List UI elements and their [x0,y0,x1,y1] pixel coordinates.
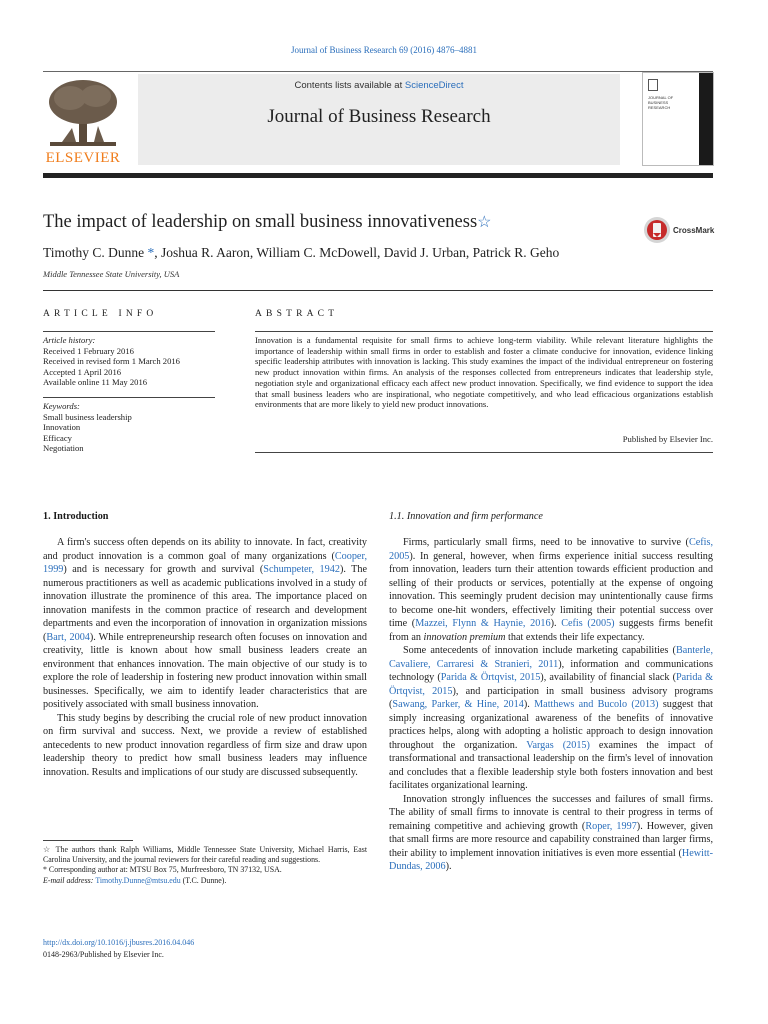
footnote-acknowledgment: ☆ The authors thank Ralph Williams, Middle Tennessee State University, Michael Harris, East Carolina University, and the journal reviewers for their careful reading and suggestions. [43,845,368,865]
history-label: Article history: [43,335,96,345]
citation-link[interactable]: Cefis, 2005 [389,537,713,562]
subsection-heading-innovation: 1.1. Innovation and firm performance [389,511,543,522]
keyword-item: Negotiation [43,443,84,454]
footnotes [43,845,367,886]
footnote-rule [43,840,133,841]
footnote-star-icon: ☆ [43,845,52,854]
innovation-paragraph-3: Innovation strongly influences the successes and failures of small firms. The ability of small firms to innovate is central to their progress in terms of remaining competitive and achieving growth (Roper, 1997). However, given that small firms are more resource and capability constrained than larger firms, their ability to implement innovation initiatives is even more essential (Hewitt-Dundas, 2006). [389,793,713,872]
abstract-publisher-note: Published by Elsevier Inc. [622,434,713,444]
keywords-label: Keywords: [43,401,80,411]
author-affiliation: Middle Tennessee State University, USA [43,269,180,279]
history-online: Available online 11 May 2016 [43,377,148,388]
abstract-bottom-rule [255,452,713,453]
article-title-text: The impact of leadership on small business innovativeness [43,212,478,232]
citation-link[interactable]: Sawang, Parker, & Hine, 2014 [392,699,524,710]
citation-link[interactable]: Schumpeter, 1942 [263,564,340,575]
abstract-text: Innovation is a fundamental requisite for small firms to achieve long-term viability. While relevant literature highlights the importance of leadership within small firms in order to establish and foster a climate conducive for innovation, evidence linking specific leadership attributes with innovation is lacking. This study examines the impact of the individual entrepreneur on fostering new product innovation within firms. An analysis of the responses collected from entrepreneurs indicates that leadership style, negotiation style and organizational efficacy each affect new product innovation. Specifically, we find evidence to support the idea that small business leaders who are inspirational, who negotiate competitively, and who lead efficacious organizations establish environments that are more likely to yield new product innovations. [255,335,713,410]
citation-link[interactable]: Mazzei, Flynn & Haynie, 2016 [415,618,551,629]
intro-paragraph-1: A firm's success often depends on its ability to innovate. In fact, creativity and product innovation is a common goal of many organizations (Cooper, 1999) and is necessary for growth and survival (Schumpeter, 1942). The numerous practitioners as well as academic publications involved in a study of innovation illustrate the prominence of this area. The importance placed on innovation manifests in the common practice of research and development departments and even the incorporation of innovation in organization missions (Bart, 2004). While entrepreneurship research often focuses on innovation and creativity, little is known about how small business leaders create an environment that enhances innovation. The main objective of our study is to explore the role of leadership in fostering new product innovation within small businesses. Specifically, we aim to identify leader characteristics that are positively associated with small business innovation. [43,537,367,710]
citation-link[interactable]: Parida & Örtqvist, 2015 [389,672,714,697]
sciencedirect-link[interactable]: ScienceDirect [404,80,464,91]
citation-link[interactable]: Bart, 2004 [46,631,90,643]
keyword-item: Small business leadership [43,411,132,422]
crossmark-icon [642,215,672,245]
title-footnote-star-icon[interactable]: ☆ [477,214,492,231]
intro-paragraph-2: This study begins by describing the crucial role of new product innovation on firm survival and success. Next, we provide a review of established antecedents to new product innovation regardless of firm size and draw upon leadership theory to predict how small business leaders may influence innovation. Results and implications of our study are discussed subsequently. [43,712,367,778]
citation-link[interactable]: Cefis (2005) [561,618,615,629]
footnote-corresponding: * Corresponding author at: MTSU Box 75, Murfreesboro, TN 37132, USA. [43,865,282,875]
journal-cover-thumbnail[interactable] [642,72,714,166]
abstract-heading: ABSTRACT [255,309,339,319]
co-authors: , Joshua R. Aaron, William C. McDowell, David J. Urban, Patrick R. Geho [154,245,560,260]
elsevier-wordmark: ELSEVIER [45,150,121,166]
citation-link[interactable]: Matthews and Bucolo (2013) [534,699,659,710]
cover-title: JOURNAL OF BUSINESS RESEARCH [648,95,674,110]
history-received: Received 1 February 2016 [43,345,134,356]
history-accepted: Accepted 1 April 2016 [43,366,122,377]
cover-emblem-icon [648,79,658,91]
citation-link[interactable]: Vargas (2015) [526,739,590,751]
journal-title[interactable]: Journal of Business Research [267,106,491,127]
article-info-heading: ARTICLE INFO [43,309,158,319]
article-info-rule [43,331,215,332]
abstract-rule [255,331,713,332]
citation-link[interactable]: Hewitt-Dundas, 2006 [389,847,713,872]
email-link[interactable]: Timothy.Dunne@mtsu.edu [95,875,181,885]
citation-link[interactable]: Roper, 1997 [585,820,637,832]
article-title [43,212,492,233]
emphasis-term: innovation premium [423,631,506,643]
citation-link[interactable]: Parida & Örtqvist, 2015 [440,672,541,683]
innovation-paragraph-2: Some antecedents of innovation include marketing capabilities (Banterle, Cavaliere, Carraresi & Stranieri, 2011), information and communications technology (Parida & Örtqvist, 2015), availability of financial slack (Parida & Örtqvist, 2015), and participation in small business advisory programs (Sawang, Parker, & Hine, 2014). Matthews and Bucolo (2013) suggest that simply increasing organizational awareness of the benefits of innovative practices helps, along with adopting a holistic approach to design innovation throughout the organization. Vargas (2015) examines the impact of transformational and transactional leadership on the firm's level of innovation and concludes that a flexible leadership style both fosters innovation and best facilitates organizational learning. [389,645,714,791]
contents-line [138,80,620,91]
contents-prefix: Contents lists available at [294,80,405,91]
author-list [43,245,559,261]
issn-line: 0148-2963/Published by Elsevier Inc. [43,950,164,959]
history-revised: Received in revised form 1 March 2016 [43,356,180,367]
keywords-block [43,401,215,454]
journal-citation-link[interactable]: Journal of Business Research 69 (2016) 4876–4881 [291,45,477,55]
body-column-left [43,536,367,779]
citation-link[interactable]: Cooper, 1999 [43,550,367,575]
title-divider [43,290,713,291]
cover-spine [699,73,713,165]
corresponding-author-marker[interactable]: * [147,245,155,260]
doi-link[interactable]: http://dx.doi.org/10.1016/j.jbusres.2016.04.046 [43,938,195,947]
body-column-right [389,536,713,874]
article-history [43,335,215,388]
keyword-item: Innovation [43,422,81,433]
citation-link[interactable]: Banterle, Cavaliere, Carraresi & Stranieri, 2011 [389,645,713,670]
first-author: Timothy C. Dunne [43,245,148,260]
footnote-asterisk: * [43,865,47,875]
footnote-email: E-mail address: Timothy.Dunne@mtsu.edu (T.C. Dunne). [43,875,227,885]
innovation-paragraph-1: Firms, particularly small firms, need to be innovative to survive (Cefis, 2005). In general, however, when firms experience initial success resulting from innovation, leaders turn their attention towards efficient production and selling of their products or services, potentially at the expense of ongoing innovation. This seemingly prudent decision may unintentionally cause firms to become one-hit wonders, effectively limiting their potential success over time (Mazzei, Flynn & Haynie, 2016). Cefis (2005) suggests firms benefit from an innovation premium that extends their life expectancy. [389,537,713,643]
keywords-rule [43,397,215,398]
top-divider [43,71,713,72]
header-thick-divider [43,173,713,178]
section-heading-introduction: 1. Introduction [43,511,109,522]
keyword-item: Efficacy [43,432,72,443]
crossmark-label[interactable]: CrossMark [673,226,715,235]
